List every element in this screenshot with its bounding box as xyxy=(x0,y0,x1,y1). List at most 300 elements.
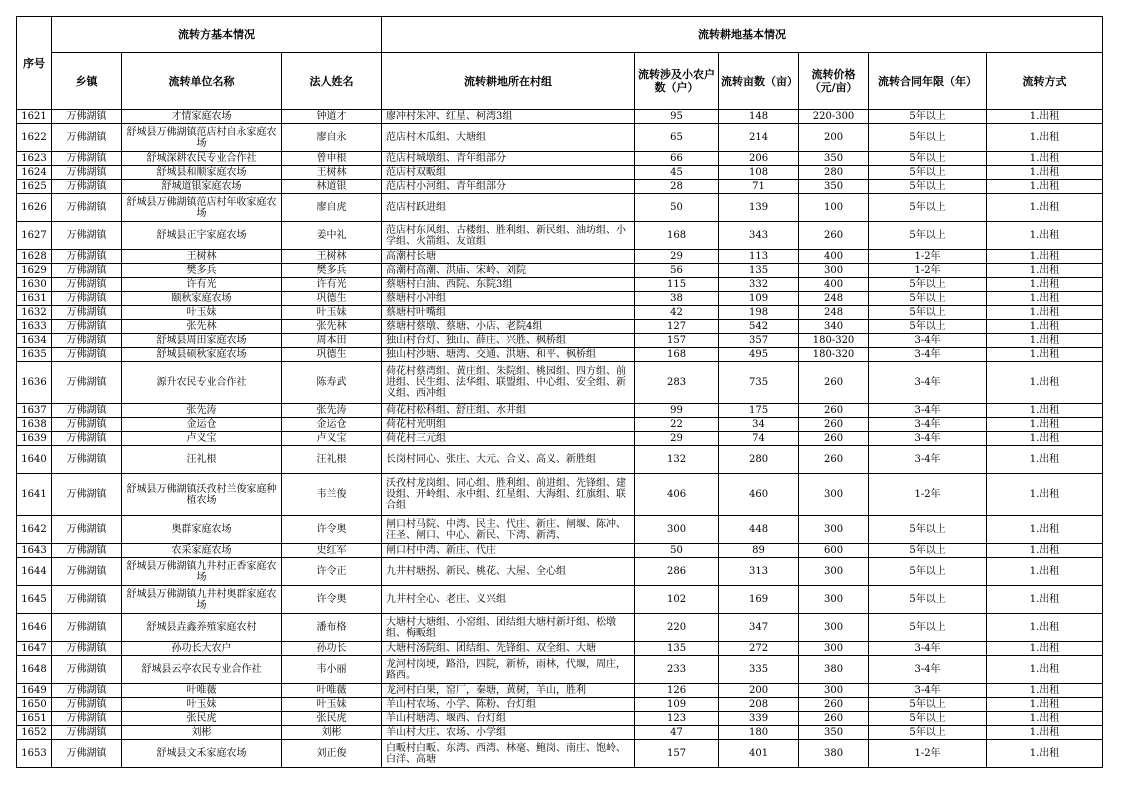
cell-town: 万佛湖镇 xyxy=(52,334,122,348)
cell-area: 109 xyxy=(719,292,799,306)
cell-seq: 1631 xyxy=(17,292,52,306)
cell-location: 范店村东风组、古楼组、胜利组、新民组、油坊组、小学组、火箭组、友谊组 xyxy=(382,222,635,250)
cell-location: 大塘村大塘组、小窑组、团结组大塘村新圩组、松墩组、梅畈组 xyxy=(382,614,635,642)
cell-location: 范店村小河组、青年组部分 xyxy=(382,180,635,194)
cell-person: 廖自虎 xyxy=(282,194,382,222)
cell-seq: 1621 xyxy=(17,110,52,124)
cell-area: 272 xyxy=(719,642,799,656)
cell-person: 廖自永 xyxy=(282,124,382,152)
cell-method: 1.出租 xyxy=(987,292,1103,306)
cell-unit: 舒城县正宇家庭农场 xyxy=(122,222,282,250)
cell-method: 1.出租 xyxy=(987,250,1103,264)
cell-method: 1.出租 xyxy=(987,432,1103,446)
cell-seq: 1640 xyxy=(17,446,52,474)
cell-town: 万佛湖镇 xyxy=(52,642,122,656)
cell-location: 高潮村高潮、洪庙、宋岭、刘院 xyxy=(382,264,635,278)
cell-unit: 张先林 xyxy=(122,320,282,334)
cell-unit: 樊多兵 xyxy=(122,264,282,278)
cell-location: 蔡塘村小冲组 xyxy=(382,292,635,306)
cell-unit: 叶玉妹 xyxy=(122,698,282,712)
cell-price: 380 xyxy=(799,656,869,684)
cell-unit: 张先涛 xyxy=(122,404,282,418)
cell-term: 3-4年 xyxy=(869,446,987,474)
land-transfer-table xyxy=(16,16,1103,768)
cell-seq: 1626 xyxy=(17,194,52,222)
cell-households: 29 xyxy=(635,432,719,446)
cell-seq: 1641 xyxy=(17,474,52,516)
cell-location: 闸口村马院、中湾、民主、代庄、新庄、闸堰、陈冲、汪圣、闸口、中心、新民、下湾、新湾、 xyxy=(382,516,635,544)
cell-seq: 1639 xyxy=(17,432,52,446)
cell-person: 张先林 xyxy=(282,320,382,334)
cell-town: 万佛湖镇 xyxy=(52,362,122,404)
cell-households: 127 xyxy=(635,320,719,334)
cell-person: 许令正 xyxy=(282,558,382,586)
cell-town: 万佛湖镇 xyxy=(52,348,122,362)
cell-households: 29 xyxy=(635,250,719,264)
cell-area: 135 xyxy=(719,264,799,278)
cell-term: 5年以上 xyxy=(869,180,987,194)
cell-term: 3-4年 xyxy=(869,642,987,656)
cell-unit: 奥群家庭农场 xyxy=(122,516,282,544)
cell-location: 九井村全心、老庄、义兴组 xyxy=(382,586,635,614)
cell-area: 332 xyxy=(719,278,799,292)
cell-price: 300 xyxy=(799,586,869,614)
cell-term: 5年以上 xyxy=(869,306,987,320)
cell-households: 406 xyxy=(635,474,719,516)
cell-seq: 1645 xyxy=(17,586,52,614)
cell-term: 5年以上 xyxy=(869,558,987,586)
cell-households: 168 xyxy=(635,348,719,362)
cell-town: 万佛湖镇 xyxy=(52,278,122,292)
header-method: 流转方式 xyxy=(987,53,1103,110)
table-row xyxy=(17,698,1103,712)
cell-households: 157 xyxy=(635,740,719,768)
cell-town: 万佛湖镇 xyxy=(52,292,122,306)
table-row xyxy=(17,726,1103,740)
cell-households: 126 xyxy=(635,684,719,698)
table-row xyxy=(17,334,1103,348)
table-row xyxy=(17,404,1103,418)
cell-households: 28 xyxy=(635,180,719,194)
cell-price: 248 xyxy=(799,292,869,306)
cell-town: 万佛湖镇 xyxy=(52,614,122,642)
cell-method: 1.出租 xyxy=(987,320,1103,334)
cell-term: 5年以上 xyxy=(869,110,987,124)
cell-price: 280 xyxy=(799,166,869,180)
cell-area: 74 xyxy=(719,432,799,446)
cell-households: 157 xyxy=(635,334,719,348)
cell-method: 1.出租 xyxy=(987,180,1103,194)
cell-seq: 1638 xyxy=(17,418,52,432)
cell-unit: 舒城县垚鑫养殖家庭农村 xyxy=(122,614,282,642)
table-row xyxy=(17,180,1103,194)
cell-unit: 刘彬 xyxy=(122,726,282,740)
cell-location: 龙河村岗埂，路沿，四院，新桥，雨林，代堰，周庄，路西。 xyxy=(382,656,635,684)
cell-households: 66 xyxy=(635,152,719,166)
cell-households: 109 xyxy=(635,698,719,712)
table-row xyxy=(17,124,1103,152)
cell-area: 113 xyxy=(719,250,799,264)
cell-method: 1.出租 xyxy=(987,404,1103,418)
table-row xyxy=(17,642,1103,656)
cell-town: 万佛湖镇 xyxy=(52,180,122,194)
cell-area: 139 xyxy=(719,194,799,222)
cell-seq: 1651 xyxy=(17,712,52,726)
cell-price: 350 xyxy=(799,726,869,740)
cell-town: 万佛湖镇 xyxy=(52,166,122,180)
header-group-land: 流转耕地基本情况 xyxy=(382,17,1103,53)
cell-unit: 舒城县万佛湖镇沃孜村兰俊家庭种植农场 xyxy=(122,474,282,516)
cell-households: 220 xyxy=(635,614,719,642)
cell-households: 50 xyxy=(635,544,719,558)
cell-households: 56 xyxy=(635,264,719,278)
cell-person: 汪礼根 xyxy=(282,446,382,474)
cell-households: 115 xyxy=(635,278,719,292)
cell-area: 495 xyxy=(719,348,799,362)
cell-unit: 舒城深耕农民专业合作社 xyxy=(122,152,282,166)
table-row xyxy=(17,656,1103,684)
cell-person: 樊多兵 xyxy=(282,264,382,278)
cell-method: 1.出租 xyxy=(987,698,1103,712)
cell-price: 220-300 xyxy=(799,110,869,124)
cell-term: 1-2年 xyxy=(869,250,987,264)
cell-term: 5年以上 xyxy=(869,124,987,152)
cell-households: 95 xyxy=(635,110,719,124)
cell-price: 380 xyxy=(799,740,869,768)
cell-term: 5年以上 xyxy=(869,152,987,166)
cell-term: 5年以上 xyxy=(869,544,987,558)
cell-person: 巩德生 xyxy=(282,292,382,306)
cell-seq: 1629 xyxy=(17,264,52,278)
cell-price: 180-320 xyxy=(799,348,869,362)
cell-unit: 舒城县万佛湖镇范店村年收家庭农场 xyxy=(122,194,282,222)
table-row xyxy=(17,516,1103,544)
cell-price: 350 xyxy=(799,180,869,194)
cell-town: 万佛湖镇 xyxy=(52,264,122,278)
cell-unit: 卢义宝 xyxy=(122,432,282,446)
cell-unit: 舒城县万佛湖镇九井村正香家庭农场 xyxy=(122,558,282,586)
cell-term: 3-4年 xyxy=(869,656,987,684)
cell-households: 233 xyxy=(635,656,719,684)
cell-households: 22 xyxy=(635,418,719,432)
header-seq: 序号 xyxy=(17,17,52,110)
cell-households: 283 xyxy=(635,362,719,404)
cell-seq: 1625 xyxy=(17,180,52,194)
cell-unit: 叶玉妹 xyxy=(122,306,282,320)
cell-town: 万佛湖镇 xyxy=(52,306,122,320)
cell-unit: 汪礼根 xyxy=(122,446,282,474)
cell-price: 350 xyxy=(799,152,869,166)
cell-term: 5年以上 xyxy=(869,278,987,292)
cell-price: 180-320 xyxy=(799,334,869,348)
cell-location: 独山村台灯、独山、薛庄、兴胜、枫桥组 xyxy=(382,334,635,348)
cell-method: 1.出租 xyxy=(987,558,1103,586)
table-row xyxy=(17,278,1103,292)
cell-term: 3-4年 xyxy=(869,404,987,418)
cell-households: 132 xyxy=(635,446,719,474)
cell-price: 248 xyxy=(799,306,869,320)
table-row xyxy=(17,222,1103,250)
cell-person: 许有光 xyxy=(282,278,382,292)
cell-price: 600 xyxy=(799,544,869,558)
table-row xyxy=(17,446,1103,474)
cell-person: 潘布格 xyxy=(282,614,382,642)
cell-location: 范店村跃进组 xyxy=(382,194,635,222)
cell-location: 荷花村三元组 xyxy=(382,432,635,446)
cell-price: 300 xyxy=(799,516,869,544)
cell-term: 5年以上 xyxy=(869,712,987,726)
cell-households: 99 xyxy=(635,404,719,418)
table-row xyxy=(17,474,1103,516)
cell-households: 135 xyxy=(635,642,719,656)
cell-price: 260 xyxy=(799,712,869,726)
cell-person: 林道银 xyxy=(282,180,382,194)
cell-seq: 1635 xyxy=(17,348,52,362)
cell-term: 5年以上 xyxy=(869,292,987,306)
cell-person: 刘彬 xyxy=(282,726,382,740)
cell-location: 范店村木瓜组、大塘组 xyxy=(382,124,635,152)
table-row xyxy=(17,292,1103,306)
header-households: 流转涉及小农户数（户） xyxy=(635,53,719,110)
table-row xyxy=(17,614,1103,642)
table-row xyxy=(17,432,1103,446)
cell-area: 339 xyxy=(719,712,799,726)
cell-town: 万佛湖镇 xyxy=(52,474,122,516)
cell-person: 卢义宝 xyxy=(282,432,382,446)
cell-area: 108 xyxy=(719,166,799,180)
cell-unit: 舒城县云亭农民专业合作社 xyxy=(122,656,282,684)
cell-method: 1.出租 xyxy=(987,712,1103,726)
cell-seq: 1643 xyxy=(17,544,52,558)
cell-households: 300 xyxy=(635,516,719,544)
cell-town: 万佛湖镇 xyxy=(52,740,122,768)
cell-method: 1.出租 xyxy=(987,166,1103,180)
cell-method: 1.出租 xyxy=(987,348,1103,362)
cell-person: 韦兰俊 xyxy=(282,474,382,516)
cell-unit: 王树林 xyxy=(122,250,282,264)
cell-person: 巩德生 xyxy=(282,348,382,362)
cell-person: 孙功长 xyxy=(282,642,382,656)
cell-town: 万佛湖镇 xyxy=(52,684,122,698)
cell-method: 1.出租 xyxy=(987,306,1103,320)
cell-area: 180 xyxy=(719,726,799,740)
cell-households: 286 xyxy=(635,558,719,586)
table-row xyxy=(17,264,1103,278)
header-group-transferor: 流转方基本情况 xyxy=(52,17,382,53)
cell-person: 陈寿武 xyxy=(282,362,382,404)
cell-method: 1.出租 xyxy=(987,418,1103,432)
cell-term: 5年以上 xyxy=(869,614,987,642)
cell-location: 高潮村长塘 xyxy=(382,250,635,264)
cell-unit: 舒城县万佛湖镇范店村自永家庭农场 xyxy=(122,124,282,152)
cell-seq: 1637 xyxy=(17,404,52,418)
header-term: 流转合同年限（年） xyxy=(869,53,987,110)
cell-unit: 孙功长大农户 xyxy=(122,642,282,656)
table-row xyxy=(17,684,1103,698)
cell-area: 200 xyxy=(719,684,799,698)
cell-method: 1.出租 xyxy=(987,614,1103,642)
cell-area: 280 xyxy=(719,446,799,474)
cell-unit: 舒城县万佛湖镇九井村奥群家庭农场 xyxy=(122,586,282,614)
cell-price: 340 xyxy=(799,320,869,334)
table-row xyxy=(17,740,1103,768)
cell-seq: 1627 xyxy=(17,222,52,250)
cell-person: 许令奥 xyxy=(282,586,382,614)
cell-person: 曾申根 xyxy=(282,152,382,166)
cell-households: 47 xyxy=(635,726,719,740)
cell-price: 260 xyxy=(799,418,869,432)
table-row xyxy=(17,152,1103,166)
cell-price: 200 xyxy=(799,124,869,152)
cell-area: 335 xyxy=(719,656,799,684)
cell-term: 3-4年 xyxy=(869,432,987,446)
cell-area: 71 xyxy=(719,180,799,194)
cell-town: 万佛湖镇 xyxy=(52,110,122,124)
cell-method: 1.出租 xyxy=(987,194,1103,222)
cell-location: 蔡塘村叶嘴组 xyxy=(382,306,635,320)
cell-unit: 颐秋家庭农场 xyxy=(122,292,282,306)
cell-term: 3-4年 xyxy=(869,684,987,698)
cell-area: 735 xyxy=(719,362,799,404)
table-row xyxy=(17,250,1103,264)
cell-price: 300 xyxy=(799,684,869,698)
cell-term: 3-4年 xyxy=(869,348,987,362)
cell-location: 闸口村中湾、新庄、代庄 xyxy=(382,544,635,558)
cell-location: 羊山村农场、小学、陈粉、台灯组 xyxy=(382,698,635,712)
header-legal-person: 法人姓名 xyxy=(282,53,382,110)
cell-term: 1-2年 xyxy=(869,474,987,516)
cell-households: 38 xyxy=(635,292,719,306)
cell-town: 万佛湖镇 xyxy=(52,712,122,726)
cell-method: 1.出租 xyxy=(987,586,1103,614)
cell-seq: 1647 xyxy=(17,642,52,656)
cell-term: 5年以上 xyxy=(869,586,987,614)
cell-unit: 舒城县文禾家庭农场 xyxy=(122,740,282,768)
cell-method: 1.出租 xyxy=(987,222,1103,250)
cell-seq: 1646 xyxy=(17,614,52,642)
cell-town: 万佛湖镇 xyxy=(52,124,122,152)
cell-unit: 农采家庭农场 xyxy=(122,544,282,558)
cell-location: 羊山村大庄、农场、小学组 xyxy=(382,726,635,740)
cell-unit: 金运仓 xyxy=(122,418,282,432)
cell-area: 169 xyxy=(719,586,799,614)
cell-term: 5年以上 xyxy=(869,516,987,544)
cell-seq: 1648 xyxy=(17,656,52,684)
cell-method: 1.出租 xyxy=(987,278,1103,292)
cell-price: 300 xyxy=(799,642,869,656)
cell-method: 1.出租 xyxy=(987,642,1103,656)
table-row xyxy=(17,110,1103,124)
cell-location: 蔡塘村蔡墩、蔡塘、小店、老院4组 xyxy=(382,320,635,334)
cell-seq: 1636 xyxy=(17,362,52,404)
cell-town: 万佛湖镇 xyxy=(52,404,122,418)
cell-location: 沃孜村龙岗组、同心组、胜利组、前进组、先锋组、建设组、开岭组、永中组、红星组、大海组、红旗组、联合组 xyxy=(382,474,635,516)
table-row xyxy=(17,348,1103,362)
cell-price: 100 xyxy=(799,194,869,222)
cell-unit: 张民虎 xyxy=(122,712,282,726)
table-row xyxy=(17,586,1103,614)
cell-person: 叶玉妹 xyxy=(282,306,382,320)
cell-method: 1.出租 xyxy=(987,740,1103,768)
cell-method: 1.出租 xyxy=(987,264,1103,278)
cell-town: 万佛湖镇 xyxy=(52,446,122,474)
cell-town: 万佛湖镇 xyxy=(52,418,122,432)
cell-location: 长岗村同心、张庄、大元、合义、高义、新胜组 xyxy=(382,446,635,474)
cell-town: 万佛湖镇 xyxy=(52,544,122,558)
cell-term: 5年以上 xyxy=(869,166,987,180)
cell-person: 叶玉妹 xyxy=(282,698,382,712)
cell-area: 214 xyxy=(719,124,799,152)
cell-town: 万佛湖镇 xyxy=(52,586,122,614)
cell-seq: 1652 xyxy=(17,726,52,740)
cell-price: 260 xyxy=(799,432,869,446)
cell-unit: 许有光 xyxy=(122,278,282,292)
cell-term: 5年以上 xyxy=(869,222,987,250)
cell-location: 大塘村汤院组、团结组、先锋组、双全组、大塘 xyxy=(382,642,635,656)
table-row xyxy=(17,558,1103,586)
header-price: 流转价格（元/亩） xyxy=(799,53,869,110)
cell-town: 万佛湖镇 xyxy=(52,222,122,250)
cell-price: 260 xyxy=(799,404,869,418)
cell-seq: 1634 xyxy=(17,334,52,348)
cell-term: 5年以上 xyxy=(869,726,987,740)
cell-unit: 叶唯薇 xyxy=(122,684,282,698)
cell-area: 208 xyxy=(719,698,799,712)
cell-town: 万佛湖镇 xyxy=(52,194,122,222)
cell-households: 168 xyxy=(635,222,719,250)
cell-unit: 才情家庭农场 xyxy=(122,110,282,124)
cell-town: 万佛湖镇 xyxy=(52,698,122,712)
cell-term: 5年以上 xyxy=(869,194,987,222)
cell-location: 荷花村蔡湾组、黄庄组、朱院组、桃园组、四方组、前进组、民生组、法华组、联盟组、中心组、安全组、新义组、西冲组 xyxy=(382,362,635,404)
cell-seq: 1628 xyxy=(17,250,52,264)
cell-area: 357 xyxy=(719,334,799,348)
cell-person: 韦小丽 xyxy=(282,656,382,684)
cell-town: 万佛湖镇 xyxy=(52,152,122,166)
cell-area: 448 xyxy=(719,516,799,544)
cell-households: 45 xyxy=(635,166,719,180)
cell-term: 5年以上 xyxy=(869,698,987,712)
cell-person: 史红军 xyxy=(282,544,382,558)
cell-unit: 舒城县硕秋家庭农场 xyxy=(122,348,282,362)
cell-person: 刘正俊 xyxy=(282,740,382,768)
cell-method: 1.出租 xyxy=(987,334,1103,348)
cell-seq: 1622 xyxy=(17,124,52,152)
cell-location: 九井村塘拐、新民、桃花、大屋、全心组 xyxy=(382,558,635,586)
cell-town: 万佛湖镇 xyxy=(52,320,122,334)
cell-location: 蔡塘村白油、西院、东院3组 xyxy=(382,278,635,292)
cell-unit: 舒城道银家庭农场 xyxy=(122,180,282,194)
table-row xyxy=(17,306,1103,320)
cell-seq: 1630 xyxy=(17,278,52,292)
cell-person: 姜中礼 xyxy=(282,222,382,250)
cell-term: 5年以上 xyxy=(869,320,987,334)
cell-location: 范店村双畈组 xyxy=(382,166,635,180)
table-row xyxy=(17,544,1103,558)
cell-area: 34 xyxy=(719,418,799,432)
table-row xyxy=(17,418,1103,432)
cell-area: 198 xyxy=(719,306,799,320)
table-body xyxy=(17,110,1103,768)
cell-method: 1.出租 xyxy=(987,110,1103,124)
cell-town: 万佛湖镇 xyxy=(52,656,122,684)
cell-price: 260 xyxy=(799,222,869,250)
cell-area: 89 xyxy=(719,544,799,558)
cell-term: 3-4年 xyxy=(869,334,987,348)
cell-location: 独山村沙塘、塘湾、交通、洪塘、和平、枫桥组 xyxy=(382,348,635,362)
cell-location: 龙河村白果，窑厂，秦塘，黄树，羊山，胜利 xyxy=(382,684,635,698)
cell-area: 343 xyxy=(719,222,799,250)
